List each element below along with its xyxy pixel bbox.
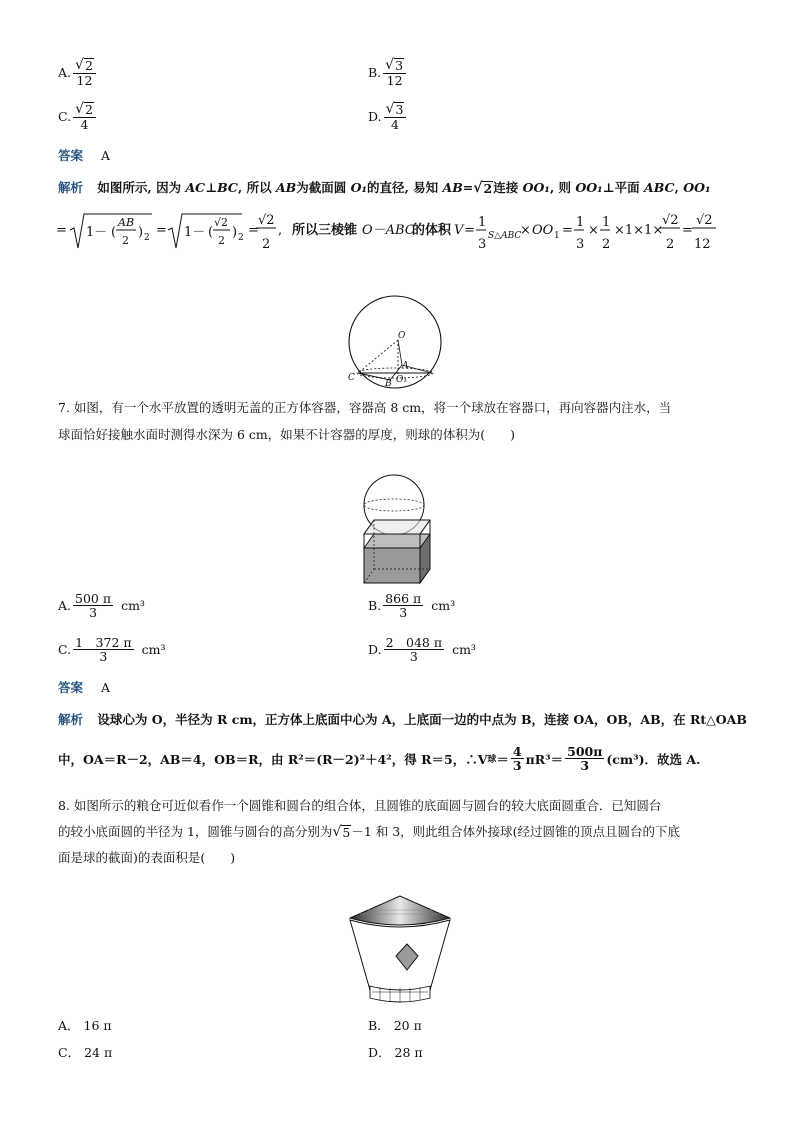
- analysis-math: OO₁: [522, 180, 550, 195]
- stem-text: －1 和 3，则此组合体外接球(经过圆锥的顶点且圆台的下底: [351, 824, 681, 839]
- q6-analysis-line1: [58, 178, 710, 196]
- svg-text:3: 3: [478, 237, 487, 252]
- svg-text:√2: √2: [258, 213, 275, 228]
- option-unit: cm³: [141, 642, 166, 658]
- svg-text:×: ×: [588, 223, 599, 238]
- q6-volume-formula: [56, 204, 736, 264]
- answer-label: 答案: [58, 148, 84, 163]
- svg-text:√2: √2: [662, 213, 679, 228]
- cone-roof: [350, 896, 450, 925]
- label-c: C: [348, 373, 355, 383]
- label-b: B: [385, 379, 392, 389]
- option-value: 16 π: [83, 1017, 112, 1033]
- q7-analysis-line2: [58, 745, 700, 772]
- option-fraction: √ 3 12: [383, 58, 406, 88]
- label-o: O: [398, 331, 406, 341]
- svg-text:,: ,: [278, 223, 283, 238]
- analysis-math: AB=: [442, 180, 474, 195]
- analysis-text: (cm³)．故选 A.: [606, 751, 701, 767]
- svg-text:2: 2: [602, 237, 611, 252]
- analysis-math: AC⊥BC: [185, 180, 238, 195]
- svg-text:OO: OO: [532, 223, 554, 238]
- analysis-math: OO₁⊥: [575, 180, 615, 195]
- analysis-text: 为截面圆: [296, 180, 347, 195]
- q7-answer-line: [58, 678, 110, 696]
- option-fraction: √ 3 4: [384, 102, 407, 132]
- svg-text:√2: √2: [696, 213, 713, 228]
- svg-text:=: =: [562, 223, 573, 238]
- svg-text:): ): [138, 225, 144, 240]
- svg-text:=: =: [156, 223, 167, 238]
- svg-text:=: =: [56, 223, 67, 238]
- q7-option-b[interactable]: [368, 592, 455, 619]
- svg-text:1: 1: [602, 215, 611, 230]
- q6-option-a[interactable]: [58, 58, 98, 88]
- denominator: 3: [580, 758, 590, 774]
- svg-text:V: V: [454, 223, 464, 238]
- q7-option-d[interactable]: [368, 636, 476, 663]
- svg-text:O－ABC: O－ABC: [362, 223, 415, 238]
- option-letter: B．: [368, 1018, 390, 1033]
- svg-text:AB: AB: [118, 216, 135, 229]
- analysis-text: ＝: [496, 751, 509, 767]
- q8-stem-line2: [58, 822, 680, 840]
- option-letter: A.: [58, 65, 72, 81]
- analysis-text: πR³＝: [525, 751, 564, 767]
- option-value: 28 π: [394, 1044, 423, 1060]
- denominator: 3: [89, 605, 98, 621]
- q8-option-b[interactable]: [368, 1016, 422, 1034]
- option-fraction: [73, 592, 113, 619]
- svg-text:2: 2: [238, 233, 244, 243]
- svg-text:): ): [232, 225, 238, 240]
- svg-text:2: 2: [666, 237, 675, 252]
- analysis-text: 的直径, 易知: [366, 180, 439, 195]
- option-letter: D．: [368, 1045, 391, 1060]
- denominator: 12: [76, 73, 93, 89]
- denominator: 4: [80, 117, 89, 133]
- svg-text:2: 2: [144, 233, 150, 243]
- option-letter: A.: [58, 598, 72, 614]
- analysis-label: 解析: [58, 712, 84, 727]
- stem-text: 的较小底面圆的半径为 1，圆锥与圆台的高分别为: [58, 824, 333, 839]
- q6-option-c[interactable]: [58, 102, 98, 132]
- option-fraction: [384, 636, 445, 663]
- denominator: 12: [386, 73, 403, 89]
- answer-value: A: [101, 680, 111, 695]
- svg-text:2: 2: [218, 234, 225, 247]
- svg-text:3: 3: [576, 237, 585, 252]
- radicand: 2: [483, 181, 493, 196]
- svg-text:2: 2: [122, 234, 129, 247]
- analysis-math: ABC: [644, 180, 675, 195]
- numerator: 500π: [567, 744, 603, 759]
- svg-text:√2: √2: [214, 216, 229, 229]
- q8-stem-line1: 8. 如图所示的粮仓可近似看作一个圆锥和圆台的组合体，且圆锥的底面圆与圆台的较大底面圆重合．已知圆台: [58, 798, 662, 813]
- svg-text:1: 1: [554, 231, 560, 241]
- q7-stem-line2: 球面恰好接触水面时测得水深为 6 cm，如果不计容器的厚度，则球的体积为( ): [58, 427, 516, 442]
- analysis-text: , 则: [549, 180, 572, 195]
- analysis-text: 平面: [614, 180, 640, 195]
- subscript: 球: [487, 755, 497, 766]
- q8-option-c[interactable]: [58, 1043, 112, 1061]
- option-unit: cm³: [431, 598, 456, 614]
- q6-option-d[interactable]: [368, 102, 408, 132]
- q7-stem-line1: 7. 如图，有一个水平放置的透明无盖的正方体容器，容器高 8 cm，将一个球放在容器口，再向容器内注水，当: [58, 400, 672, 415]
- svg-text:1: 1: [478, 215, 487, 230]
- numerator: 500 π: [75, 591, 112, 606]
- option-value: 20 π: [393, 1017, 422, 1033]
- q7-analysis-line1: [58, 710, 747, 728]
- option-fraction: √ 2 4: [73, 102, 96, 132]
- analysis-text: 设球心为 O，半径为 R cm，正方体上底面中心为 A，上底面一边的中点为 B，连接 OA，OB，AB，在 Rt△OAB: [97, 712, 747, 727]
- option-letter: B.: [368, 598, 382, 614]
- radicand: 3: [395, 102, 404, 117]
- svg-text:=: =: [682, 223, 693, 238]
- option-value: 24 π: [84, 1044, 113, 1060]
- answer-label: 答案: [58, 680, 84, 695]
- svg-text:1－: 1－: [86, 225, 108, 240]
- analysis-math: AB: [275, 180, 297, 195]
- radicand: 3: [395, 58, 404, 73]
- svg-text:×: ×: [520, 223, 531, 238]
- numerator: 1 372 π: [75, 635, 132, 650]
- option-letter: D.: [368, 642, 382, 658]
- svg-text:2: 2: [262, 237, 271, 252]
- option-fraction: √ 2 12: [73, 58, 96, 88]
- q8-stem-line3: 面是球的截面)的表面积是( ): [58, 850, 236, 865]
- numerator: 2 048 π: [385, 635, 443, 650]
- denominator: 3: [512, 758, 522, 774]
- radicand: 5: [342, 825, 351, 840]
- option-letter: C.: [58, 642, 72, 658]
- q8-option-d[interactable]: [368, 1043, 423, 1061]
- option-fraction: [73, 636, 134, 663]
- option-unit: cm³: [121, 598, 145, 614]
- svg-text:12: 12: [694, 237, 711, 252]
- label-o1: O₁: [396, 375, 407, 385]
- q6-answer-line: [58, 146, 110, 164]
- svg-text:(: (: [111, 225, 117, 240]
- option-letter: B.: [368, 65, 382, 81]
- analysis-text: , 所以: [237, 180, 272, 195]
- option-fraction: [383, 592, 423, 619]
- svg-text:=: =: [248, 223, 259, 238]
- svg-text:×1×1×: ×1×1×: [614, 223, 664, 238]
- denominator: 3: [399, 605, 408, 621]
- option-unit: cm³: [452, 642, 476, 658]
- sqrt-five: √ 5: [332, 824, 351, 840]
- q8-option-a[interactable]: [58, 1016, 112, 1034]
- svg-text:(: (: [208, 225, 214, 240]
- line2-text: 所以三棱锥: [292, 223, 358, 238]
- svg-text:S△ABC: S△ABC: [488, 231, 522, 241]
- granary-diagram: [340, 890, 460, 1010]
- radicand: 2: [85, 102, 93, 117]
- fraction: [511, 745, 524, 772]
- option-letter: C．: [58, 1045, 81, 1060]
- q7-option-c[interactable]: [58, 636, 165, 663]
- answer-value: A: [101, 148, 111, 163]
- analysis-math: OO₁: [683, 180, 711, 195]
- option-letter: A．: [58, 1018, 80, 1033]
- analysis-text: 中，OA＝R－2，AB＝4，OB＝R，由 R²＝(R－2)²＋4²，得 R＝5，∴V: [58, 751, 488, 767]
- svg-text:1－: 1－: [184, 225, 206, 240]
- sphere-diagram: [340, 290, 450, 390]
- option-letter: D.: [368, 109, 382, 125]
- sqrt-two: √ 2: [473, 180, 493, 196]
- cube-sphere-diagram: [356, 468, 436, 588]
- analysis-label: 解析: [58, 180, 84, 195]
- option-letter: C.: [58, 109, 72, 125]
- denominator: 3: [409, 649, 418, 665]
- denominator: 3: [99, 649, 108, 665]
- q6-option-b[interactable]: [368, 58, 408, 88]
- svg-text:1: 1: [576, 215, 585, 230]
- analysis-text: 连接: [493, 180, 519, 195]
- svg-text:的体积: 的体积: [412, 223, 452, 238]
- analysis-math: O₁: [350, 180, 367, 195]
- label-a: A: [402, 361, 409, 371]
- denominator: 4: [391, 117, 399, 133]
- numerator: 866 π: [385, 591, 422, 606]
- svg-text:=: =: [464, 223, 475, 238]
- analysis-text: 如图所示, 因为: [97, 180, 182, 195]
- fraction: [565, 745, 604, 772]
- numerator: 4: [512, 744, 522, 759]
- radicand: 2: [84, 58, 93, 73]
- water-front: [364, 548, 420, 583]
- q7-option-a[interactable]: [58, 592, 145, 619]
- analysis-text: ,: [674, 180, 679, 195]
